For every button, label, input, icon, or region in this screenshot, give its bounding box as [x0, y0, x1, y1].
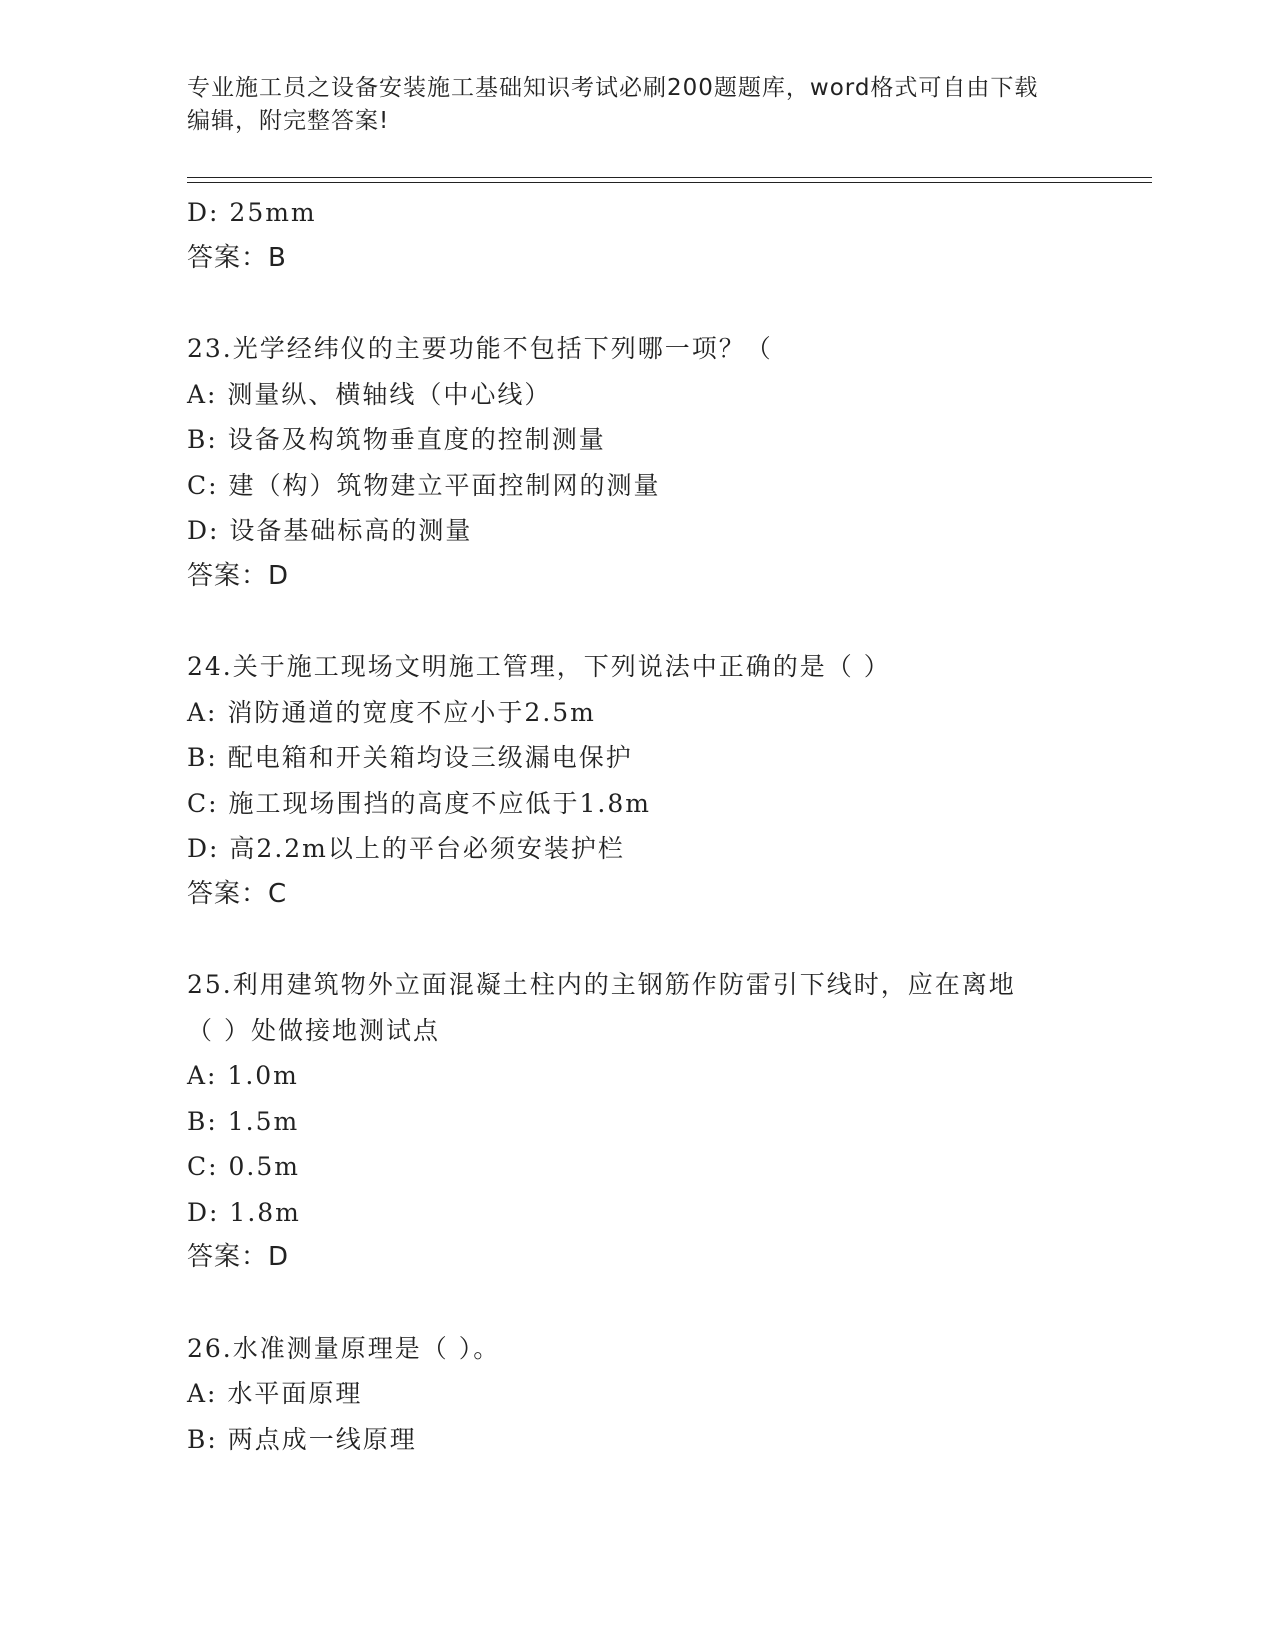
question-list: [187, 190, 1147, 1462]
option-b: B: 1.5m: [187, 1106, 300, 1136]
option-c: C: 建（构）筑物建立平面控制网的测量: [187, 470, 661, 500]
option-b: B: 两点成一线原理: [187, 1424, 417, 1454]
question-text: 24.关于施工现场文明施工管理，下列说法中正确的是（ ）: [187, 652, 891, 681]
question-23: [187, 326, 1147, 599]
option-a: A: 1.0m: [187, 1061, 299, 1090]
option-a: A: 消防通道的宽度不应小于2.5m: [187, 697, 596, 727]
answer-line: 答案：D: [187, 1242, 290, 1272]
answer-line: 答案：C: [187, 878, 288, 909]
question-24: [187, 644, 1147, 917]
question-text: 25.利用建筑物外立面混凝土柱内的主钢筋作防雷引下线时，应在离地: [187, 970, 1016, 999]
header-title-line1: 专业施工员之设备安装施工基础知识考试必刷200题题库，word格式可自由下载: [187, 75, 1039, 101]
header-title-line2: 编辑，附完整答案!: [187, 108, 390, 134]
question-text: 23.光学经纬仪的主要功能不包括下列哪一项？（: [187, 334, 773, 363]
option-d: D: 25mm: [187, 198, 317, 227]
question-text-continued: （ ）处做接地测试点: [187, 1015, 440, 1045]
option-c: C: 施工现场围挡的高度不应低于1.8m: [187, 788, 651, 818]
question-text: 26.水准测量原理是（ ）。: [187, 1333, 501, 1363]
option-d: D: 高2.2m以上的平台必须安装护栏: [187, 834, 625, 863]
header-rule-top: [187, 177, 1152, 178]
option-d: D: 设备基础标高的测量: [187, 516, 473, 545]
question-26: [187, 1326, 1147, 1463]
header-rule-bottom: [187, 182, 1152, 183]
answer-line: 答案：D: [187, 560, 290, 591]
question-25: [187, 962, 1147, 1281]
answer-line: 答案：B: [187, 242, 287, 273]
option-d: D: 1.8m: [187, 1197, 301, 1227]
option-a: A: 测量纵、横轴线（中心线）: [187, 379, 552, 409]
option-b: B: 配电箱和开关箱均设三级漏电保护: [187, 743, 633, 772]
option-c: C: 0.5m: [187, 1152, 300, 1181]
option-a: A: 水平面原理: [187, 1379, 363, 1408]
option-b: B: 设备及构筑物垂直度的控制测量: [187, 425, 606, 454]
document-header: [187, 72, 1087, 138]
